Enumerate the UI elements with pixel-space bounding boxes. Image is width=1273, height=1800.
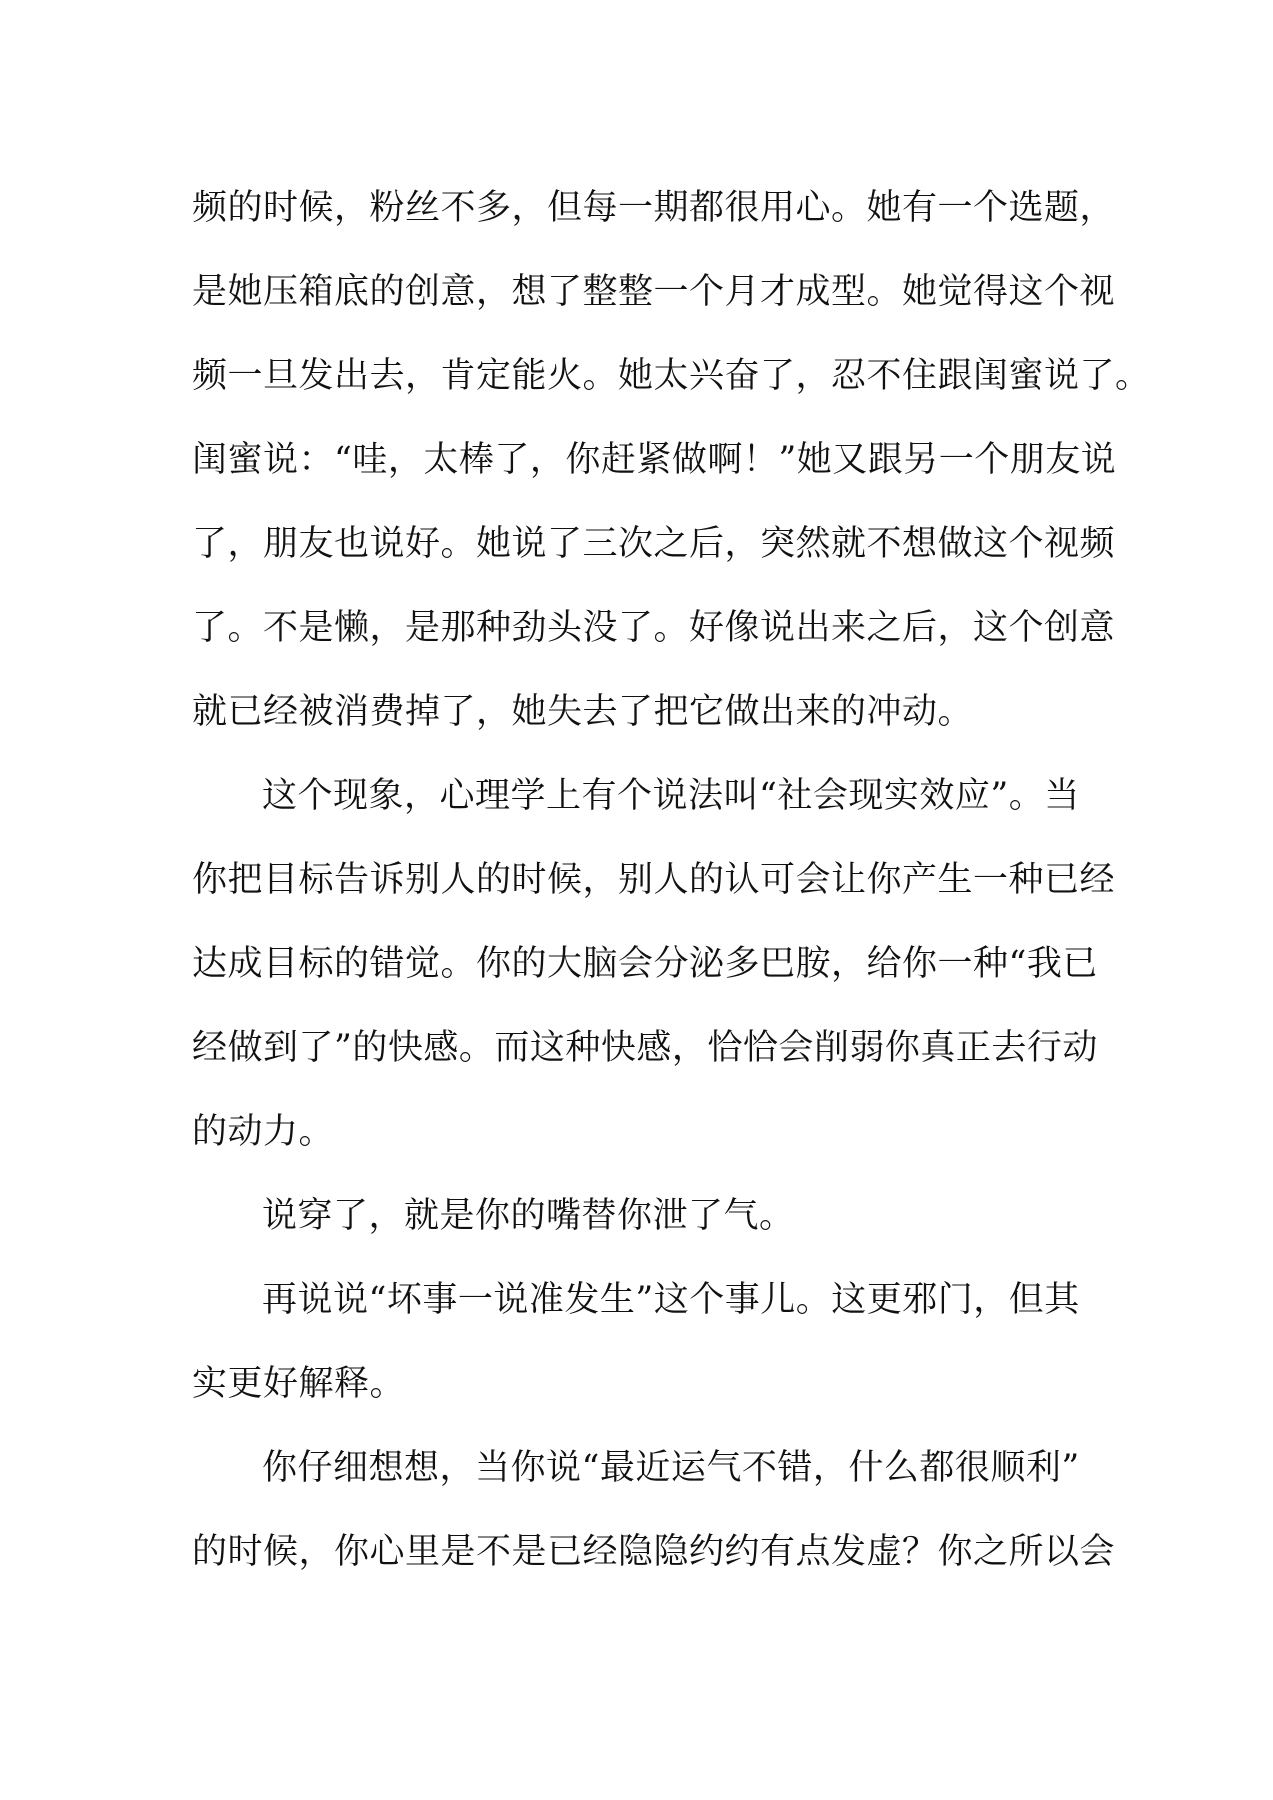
body-text <box>192 166 1151 1594</box>
text-line: 的动力。 <box>192 1112 335 1152</box>
text-line: 了。不是懒，是那种劲头没了。好像说出来之后，这个创意 <box>192 608 1116 648</box>
text-line: 经做到了”的快感。而这种快感，恰恰会削弱你真正去行动 <box>192 1028 1098 1068</box>
paragraph-first-line: 这个现象，心理学上有个说法叫“社会现实效应”。当 <box>262 776 1080 816</box>
text-line: 就已经被消费掉了，她失去了把它做出来的冲动。 <box>192 692 974 732</box>
text-line: 实更好解释。 <box>192 1364 406 1404</box>
text-line: 了，朋友也说好。她说了三次之后，突然就不想做这个视频 <box>192 524 1116 564</box>
text-line: 是她压箱底的创意，想了整整一个月才成型。她觉得这个视 <box>192 272 1116 312</box>
text-line: 闺蜜说：“哇，太棒了，你赶紧做啊！”她又跟另一个朋友说 <box>192 440 1117 480</box>
text-line: 达成目标的错觉。你的大脑会分泌多巴胺，给你一种“我已 <box>192 944 1098 984</box>
text-line: 的时候，你心里是不是已经隐隐约约有点发虚？你之所以会 <box>192 1532 1116 1572</box>
text-line: 频一旦发出去，肯定能火。她太兴奋了，忍不住跟闺蜜说了。 <box>192 356 1151 396</box>
text-line: 你把目标告诉别人的时候，别人的认可会让你产生一种已经 <box>192 860 1116 900</box>
paragraph-first-line: 说穿了，就是你的嘴替你泄了气。 <box>262 1196 795 1236</box>
text-line: 频的时候，粉丝不多，但每一期都很用心。她有一个选题， <box>192 188 1116 228</box>
paragraph-first-line: 你仔细想想，当你说“最近运气不错，什么都很顺利” <box>262 1448 1080 1488</box>
paragraph-first-line: 再说说“坏事一说准发生”这个事儿。这更邪门，但其 <box>262 1280 1080 1320</box>
